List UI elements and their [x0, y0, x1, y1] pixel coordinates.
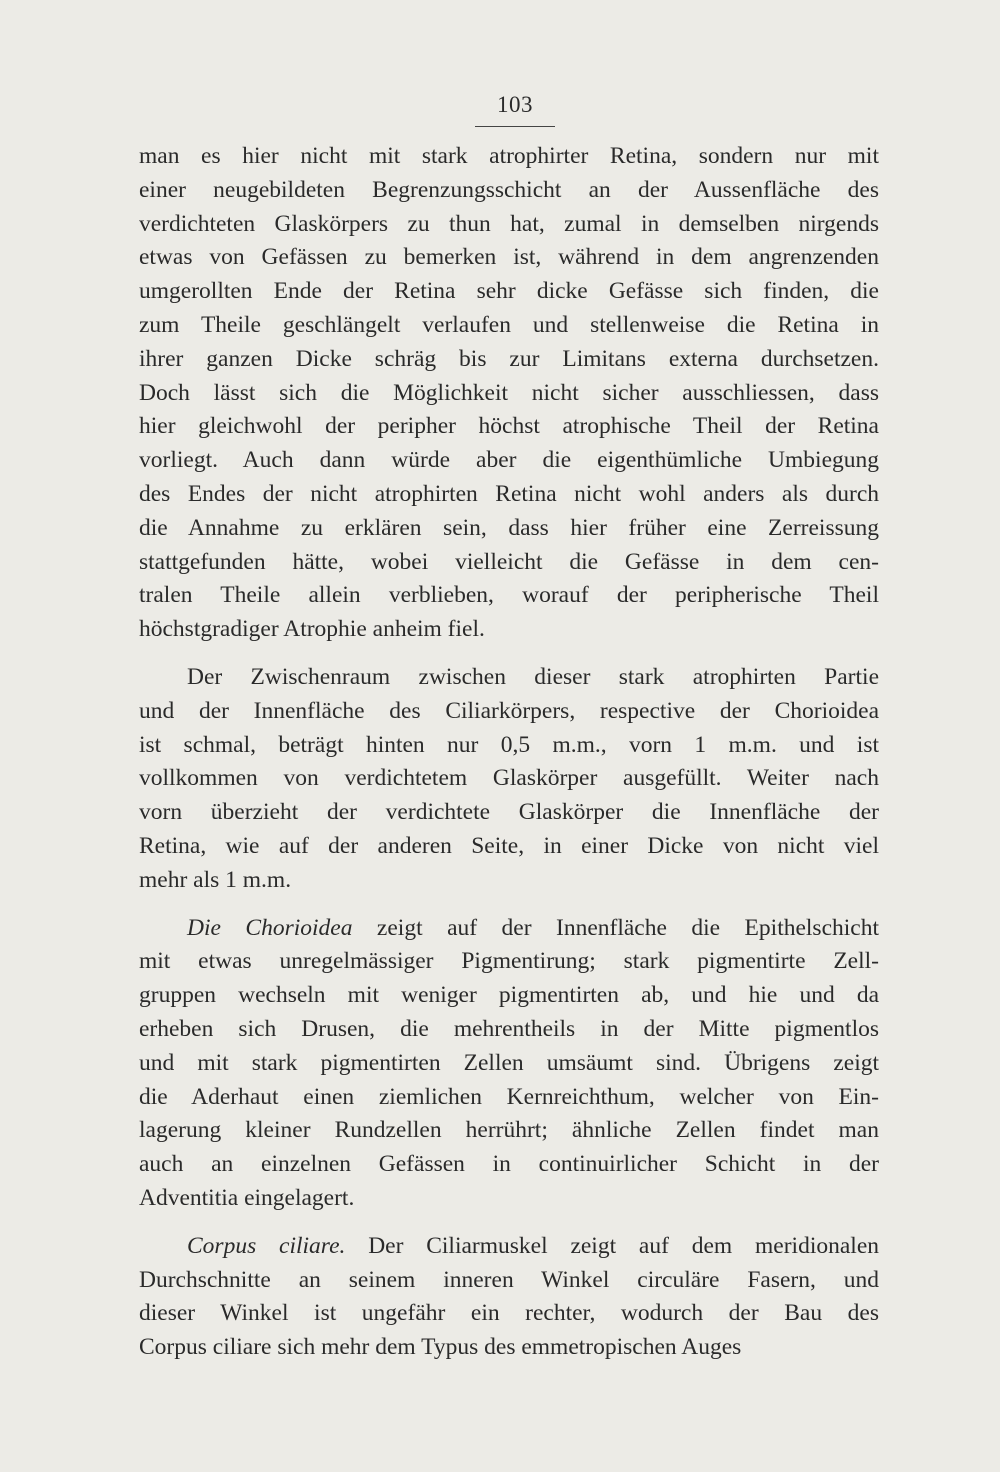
text-line [139, 1013, 879, 1047]
text-line [139, 729, 879, 763]
section-heading: Corpus ciliare. [187, 1232, 346, 1259]
text-line [139, 343, 879, 377]
text-line [139, 208, 879, 242]
text-line [139, 410, 879, 444]
line-text: vollkommen von verdichtetem Glaskörper ausgefüllt. Weiter nach [139, 765, 879, 792]
line-text: dieser Winkel ist ungefähr ein rechter, wodurch der Bau des [139, 1300, 879, 1327]
text-line [139, 1114, 879, 1148]
paragraph [139, 912, 879, 1216]
line-text: vorn überzieht der verdichtete Glaskörper die Innenfläche der [139, 799, 879, 826]
line-text: hier gleichwohl der peripher höchst atrophische Theil der Retina [139, 413, 879, 440]
line-text: die Annahme zu erklären sein, dass hier früher eine Zerreissung [139, 514, 879, 541]
text-line [139, 1148, 879, 1182]
text-line [139, 762, 879, 796]
text-line [139, 579, 879, 613]
text-line [139, 444, 879, 478]
text-line [139, 1081, 879, 1115]
text-line [139, 1297, 879, 1331]
line-text: ist schmal, beträgt hinten nur 0,5 m.m., vorn 1 m.m. und ist [139, 731, 879, 758]
text-line [139, 695, 879, 729]
page-number-rule [475, 126, 555, 127]
line-text: tralen Theile allein verblieben, worauf der peripherische Theil [139, 582, 879, 609]
text-line [139, 140, 879, 174]
text-line [139, 613, 879, 647]
text-line [139, 174, 879, 208]
paragraph-gap [139, 1216, 879, 1230]
line-text: verdichteten Glaskörpers zu thun hat, zumal in demselben nirgends [139, 210, 879, 237]
line-text: höchstgradiger Atrophie anheim fiel. [139, 616, 485, 643]
text-line [139, 1230, 879, 1264]
line-text: gruppen wechseln mit weniger pigmentirten ab, und hie und da [139, 982, 879, 1009]
line-text: vorliegt. Auch dann würde aber die eigenthümliche Umbiegung [139, 447, 879, 474]
line-text: einer neugebildeten Begrenzungsschicht an der Aussenfläche des [139, 176, 879, 203]
line-text: auch an einzelnen Gefässen in continuirlicher Schicht in der [139, 1151, 879, 1178]
line-text: Durchschnitte an seinem inneren Winkel circuläre Fasern, und [139, 1266, 879, 1293]
line-text: die Aderhaut einen ziemlichen Kernreichthum, welcher von Ein- [139, 1083, 879, 1110]
text-line [139, 912, 879, 946]
text-line [139, 377, 879, 411]
paragraph-gap [139, 647, 879, 661]
line-text: mit etwas unregelmässiger Pigmentirung; stark pigmentirte Zell- [139, 948, 879, 975]
text-line [139, 478, 879, 512]
line-text: Der Ciliarmuskel zeigt auf dem meridionalen [345, 1232, 879, 1259]
text-line [139, 979, 879, 1013]
line-text: und der Innenfläche des Ciliarkörpers, respective der Chorioidea [139, 697, 879, 724]
text-line [139, 1264, 879, 1298]
text-line [139, 512, 879, 546]
line-text: etwas von Gefässen zu bemerken ist, während in dem angrenzenden [139, 244, 879, 271]
text-line [139, 796, 879, 830]
line-text: man es hier nicht mit stark atrophirter Retina, sondern nur mit [139, 143, 879, 169]
line-text: Adventitia eingelagert. [139, 1184, 355, 1211]
body-text [139, 140, 879, 1365]
line-text: mehr als 1 m.m. [139, 866, 292, 893]
line-text: umgerollten Ende der Retina sehr dicke Gefässe sich finden, die [139, 278, 879, 305]
paragraph [139, 661, 879, 898]
paragraph-gap [139, 898, 879, 912]
text-line [139, 241, 879, 275]
text-line [139, 275, 879, 309]
page-number: 103 [497, 92, 533, 117]
text-line [139, 661, 879, 695]
line-text: Doch lässt sich die Möglichkeit nicht sicher ausschliessen, dass [139, 379, 879, 406]
paragraph [139, 140, 879, 647]
line-text: Corpus ciliare sich mehr dem Typus des emmetropischen Auges [139, 1334, 742, 1361]
line-text: zeigt auf der Innenfläche die Epithelschicht [352, 914, 879, 941]
text-line [139, 309, 879, 343]
line-text: stattgefunden hätte, wobei vielleicht die Gefässe in dem cen- [139, 548, 879, 575]
paragraph [139, 1230, 879, 1365]
line-text: und mit stark pigmentirten Zellen umsäumt sind. Übrigens zeigt [139, 1049, 879, 1076]
text-line [139, 546, 879, 580]
text-line [139, 1047, 879, 1081]
line-text: Der Zwischenraum zwischen dieser stark atrophirten Partie [187, 663, 879, 690]
section-heading: Die Chorioidea [187, 914, 353, 941]
line-text: ihrer ganzen Dicke schräg bis zur Limitans externa durchsetzen. [139, 345, 879, 372]
line-text: erheben sich Drusen, die mehrentheils in der Mitte pigmentlos [139, 1015, 879, 1042]
text-line [139, 864, 879, 898]
line-text: lagerung kleiner Rundzellen herrührt; ähnliche Zellen findet man [139, 1117, 879, 1144]
text-line [139, 1182, 879, 1216]
text-line [139, 830, 879, 864]
line-text: Retina, wie auf der anderen Seite, in einer Dicke von nicht viel [139, 832, 879, 859]
line-text: des Endes der nicht atrophirten Retina nicht wohl anders als durch [139, 480, 879, 507]
text-line [139, 945, 879, 979]
text-line [139, 1331, 879, 1365]
line-text: zum Theile geschlängelt verlaufen und stellenweise die Retina in [139, 311, 879, 338]
